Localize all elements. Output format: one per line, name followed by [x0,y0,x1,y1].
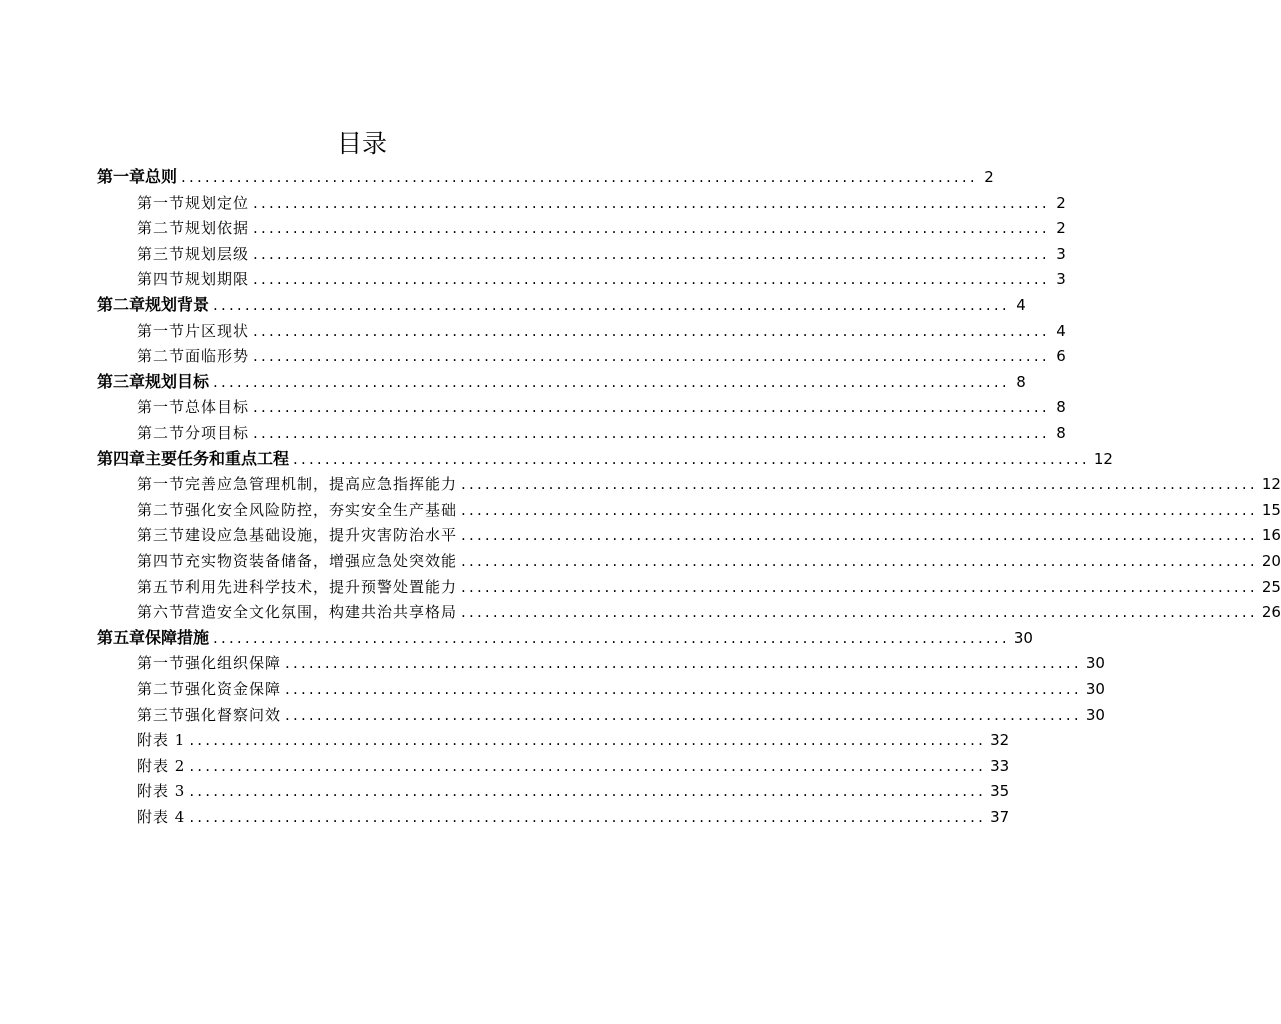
toc-leader-dots: .................................................................................................... [461,475,1258,494]
toc-entry-label: 第二节强化安全风险防控，夯实安全生产基础 [137,500,458,519]
toc-entry-label: 第五节利用先进科学技术，提升预警处置能力 [137,577,458,596]
toc-leader-dots: .................................................................................................... [461,526,1258,545]
toc-section-entry [137,341,1066,366]
toc-chapter-entry [97,162,994,187]
toc-chapter-entry [97,367,1026,392]
toc-section-entry [137,572,1281,597]
toc-leader-dots: .................................................................................................... [253,347,1050,366]
toc-entry-label: 第三节强化督察问效 [137,705,282,724]
toc-section-entry [137,751,1010,776]
toc-leader-dots: .................................................................................................... [293,449,1090,468]
toc-page-number: 25 [1261,577,1281,596]
toc-entry-label: 第二节面临形势 [137,347,250,366]
toc-page-number: 33 [990,756,1010,775]
toc-chapter-entry [97,623,1033,648]
toc-entry-label: 第二节强化资金保障 [137,680,282,698]
toc-section-entry [137,495,1281,520]
toc-entry-label: 第一节规划定位 [137,193,250,212]
toc-page-number: 37 [990,808,1010,826]
toc-leader-dots: .................................................................................................... [253,244,1050,263]
toc-leader-dots: .................................................................................................... [189,756,987,775]
toc-section-entry [137,469,1281,494]
toc-leader-dots: .................................................................................................... [461,500,1258,519]
toc-page-number: 3 [1056,270,1066,289]
toc-page-number: 30 [1085,654,1105,673]
toc-leader-dots: .................................................................................................... [285,654,1082,673]
toc-chapter-entry [97,444,1113,469]
toc-leader-dots: .................................................................................................... [253,321,1050,340]
toc-entry-label: 第二节分项目标 [137,424,250,442]
toc-page-number: 4 [1056,321,1066,340]
toc-entry-label: 附表 4 [137,808,186,826]
toc-entry-label: 第四章主要任务和重点工程 [97,448,290,468]
toc-entry-label: 第一节总体目标 [137,398,250,417]
toc-page-number: 3 [1056,244,1066,263]
toc-page-number: 26 [1261,603,1281,622]
toc-entry-label: 附表 1 [137,731,186,750]
toc-page-number: 4 [1016,296,1026,314]
toc-leader-dots: .................................................................................................... [181,168,978,186]
toc-entry-label: 第五章保障措施 [97,627,210,647]
toc-section-entry [137,392,1066,417]
toc-section-entry [137,700,1105,725]
toc-entry-label: 第一节强化组织保障 [137,654,282,673]
toc-section-entry [137,802,1010,827]
toc-leader-dots: .................................................................................................... [213,296,1010,314]
toc-title: 目录 [336,129,387,158]
toc-entry-label: 第四节充实物资装备储备，增强应急处突效能 [137,552,458,570]
toc-page-number: 32 [990,731,1010,750]
toc-page-number: 8 [1056,424,1066,442]
toc-entry-label: 第二章规划背景 [97,295,210,314]
toc-entry-label: 第六节营造安全文化氛围，构建共治共享格局 [137,603,458,622]
toc-page-number: 6 [1056,347,1066,366]
toc-page-number: 30 [1013,628,1033,647]
toc-page-number: 2 [984,168,994,186]
toc-section-entry [137,776,1010,801]
toc-section-entry [137,546,1281,571]
toc-section-entry [137,213,1066,238]
toc-page-number: 2 [1056,193,1066,212]
toc-leader-dots: .................................................................................................... [189,731,987,750]
toc-page-number: 12 [1093,449,1113,468]
toc-entry-label: 附表 3 [137,782,186,801]
toc-page-number: 20 [1261,552,1281,570]
toc-section-entry [137,264,1066,289]
toc-page-number: 30 [1085,705,1105,724]
toc-entry-label: 第一节片区现状 [137,321,250,340]
toc-chapter-entry [97,290,1026,315]
toc-entry-label: 第三节规划层级 [137,244,250,263]
toc-section-entry [137,239,1066,264]
toc-page-number: 2 [1056,219,1066,238]
toc-leader-dots: .................................................................................................... [189,782,987,801]
toc-page-number: 35 [990,782,1010,801]
toc-page-number: 12 [1261,475,1281,494]
toc-entry-label: 第四节规划期限 [137,270,250,289]
toc-page-number: 30 [1085,680,1105,698]
toc-leader-dots: .................................................................................................... [253,424,1050,442]
toc-entry-label: 附表 2 [137,756,186,775]
toc-entry-label: 第一章总则 [97,167,178,186]
toc-leader-dots: .................................................................................................... [189,808,987,826]
toc-section-entry [137,597,1281,622]
toc-page-number: 8 [1016,372,1026,391]
toc-section-entry [137,316,1066,341]
toc-leader-dots: .................................................................................................... [461,552,1258,570]
toc-leader-dots: .................................................................................................... [213,628,1010,647]
toc-page-number: 8 [1056,398,1066,417]
toc-entry-label: 第一节完善应急管理机制，提高应急指挥能力 [137,475,458,494]
toc-section-entry [137,520,1281,545]
toc-entry-label: 第三章规划目标 [97,371,210,391]
toc-entry-label: 第三节建设应急基础设施，提升灾害防治水平 [137,526,458,545]
toc-leader-dots: .................................................................................................... [253,193,1050,212]
toc-page-number: 15 [1261,500,1281,519]
toc-leader-dots: .................................................................................................... [253,398,1050,417]
toc-leader-dots: .................................................................................................... [285,680,1082,698]
toc-leader-dots: .................................................................................................... [461,577,1258,596]
toc-leader-dots: .................................................................................................... [461,603,1258,622]
toc-section-entry [137,648,1105,673]
toc-page-number: 16 [1261,526,1281,545]
toc-leader-dots: .................................................................................................... [213,372,1010,391]
toc-leader-dots: .................................................................................................... [253,219,1050,238]
toc-section-entry [137,725,1010,750]
toc-section-entry [137,188,1066,213]
toc-section-entry [137,674,1105,699]
toc-section-entry [137,418,1066,443]
toc-entry-label: 第二节规划依据 [137,219,250,238]
toc-leader-dots: .................................................................................................... [253,270,1050,289]
toc-leader-dots: .................................................................................................... [285,705,1082,724]
